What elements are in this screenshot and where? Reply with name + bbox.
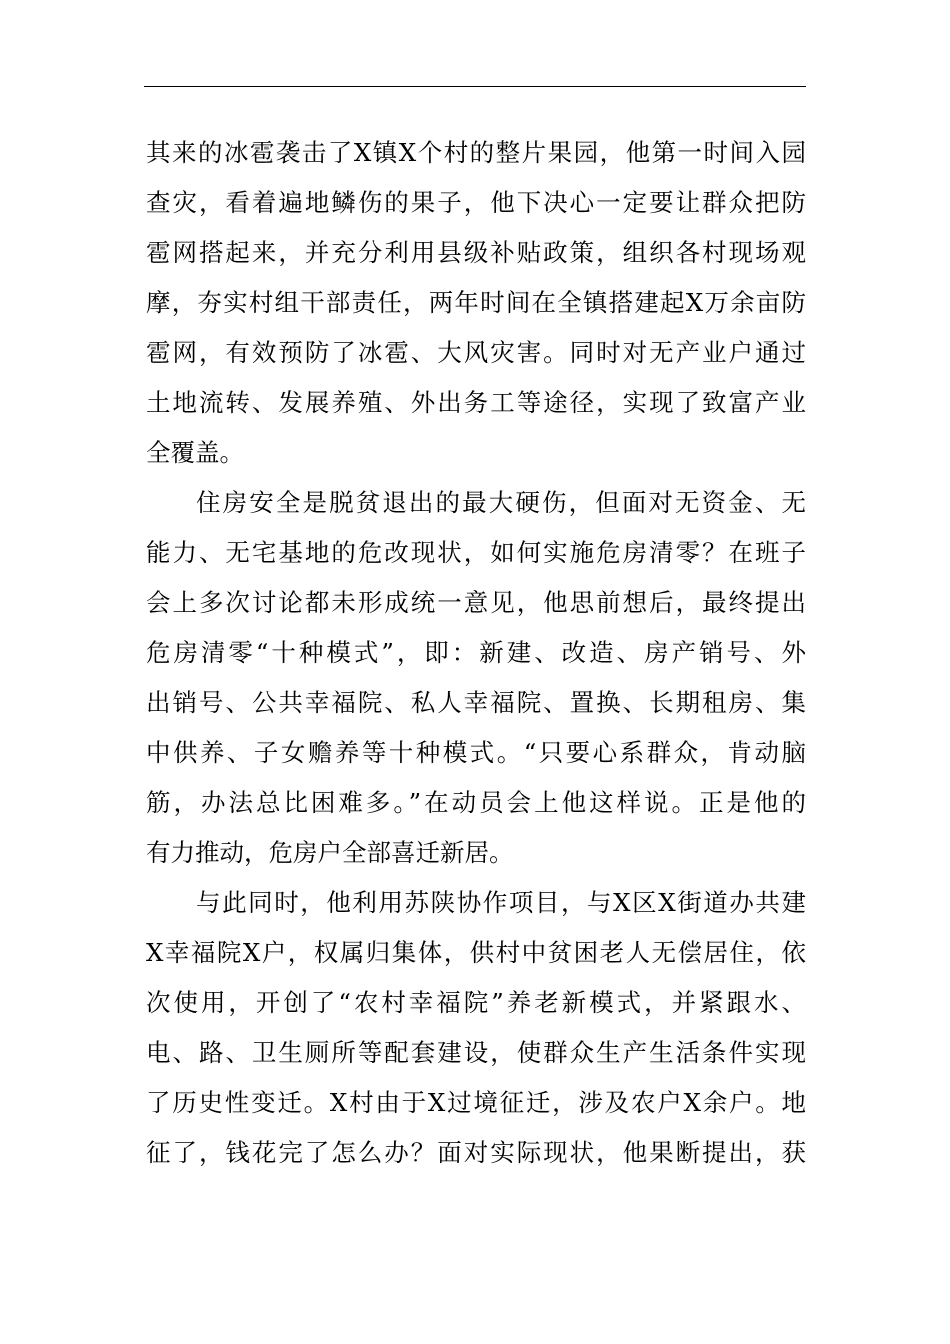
text-line: 住房安全是脱贫退出的最大硬伤，但面对无资金、无	[196, 488, 806, 517]
text-line: 有力推动，危房户全部喜迁新居。	[146, 838, 514, 867]
text-line: 会上多次讨论都未形成统一意见，他思前想后，最终提出	[146, 588, 806, 617]
text-line: 雹网搭起来，并充分利用县级补贴政策，组织各村现场观	[146, 238, 806, 267]
text-line: 摩，夯实村组干部责任，两年时间在全镇搭建起X万余亩防	[146, 288, 806, 317]
paragraph-2	[146, 478, 806, 878]
text-line: 征了，钱花完了怎么办？面对实际现状，他果断提出，获	[146, 1138, 806, 1167]
text-line: 了历史性变迁。X村由于X过境征迁，涉及农户X余户。地	[146, 1088, 806, 1117]
text-line: 全覆盖。	[146, 438, 244, 467]
text-line: 筋，办法总比困难多。”在动员会上他这样说。正是他的	[146, 788, 806, 817]
text-line: 其来的冰雹袭击了X镇X个村的整片果园，他第一时间入园	[146, 138, 806, 167]
text-line: 出销号、公共幸福院、私人幸福院、置换、长期租房、集	[146, 688, 806, 717]
text-line: 能力、无宅基地的危改现状，如何实施危房清零？在班子	[146, 538, 806, 567]
text-line: 电、路、卫生厕所等配套建设，使群众生产生活条件实现	[146, 1038, 806, 1067]
header-rule	[144, 86, 806, 87]
text-line: X幸福院X户，权属归集体，供村中贫困老人无偿居住，依	[146, 938, 806, 967]
paragraph-3	[146, 878, 806, 1178]
text-line: 中供养、子女赡养等十种模式。“只要心系群众，肯动脑	[146, 738, 806, 767]
document-body	[146, 128, 806, 1178]
text-line: 查灾，看着遍地鳞伤的果子，他下决心一定要让群众把防	[146, 188, 806, 217]
text-line: 危房清零“十种模式”，即：新建、改造、房产销号、外	[146, 638, 806, 667]
paragraph-1	[146, 128, 806, 478]
text-line: 与此同时，他利用苏陕协作项目，与X区X街道办共建	[196, 888, 806, 917]
text-line: 雹网，有效预防了冰雹、大风灾害。同时对无产业户通过	[146, 338, 806, 367]
text-line: 次使用，开创了“农村幸福院”养老新模式，并紧跟水、	[146, 988, 806, 1017]
text-line: 土地流转、发展养殖、外出务工等途径，实现了致富产业	[146, 388, 806, 417]
